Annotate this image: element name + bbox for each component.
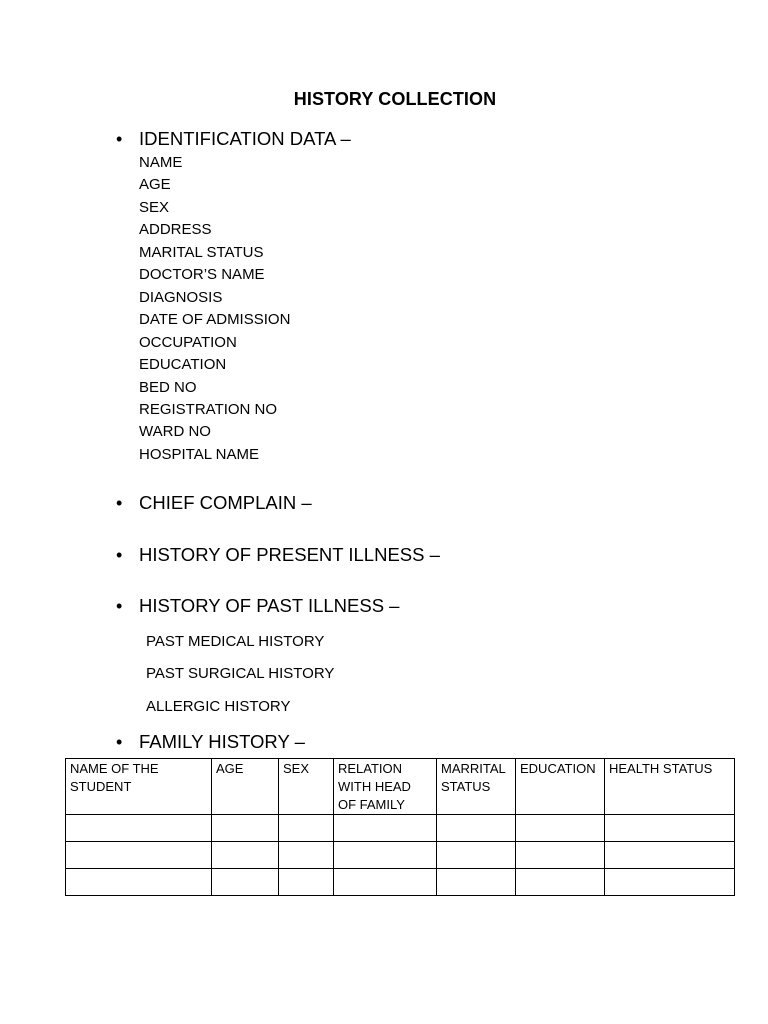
section-present-illness-heading — [116, 544, 440, 566]
bullet-icon: • — [116, 493, 123, 513]
section-chief-complain-heading — [116, 492, 312, 514]
column-header: NAME OF THE STUDENT — [66, 759, 212, 815]
list-item: SEX — [139, 198, 170, 216]
identification-list — [139, 152, 290, 466]
list-item: EDUCATION — [139, 356, 227, 374]
section-heading-text: FAMILY HISTORY – — [139, 731, 305, 752]
table-cell — [605, 869, 735, 896]
list-item: DIAGNOSIS — [139, 288, 223, 306]
list-item: ADDRESS — [139, 221, 212, 239]
page-title: HISTORY COLLECTION — [293, 89, 497, 109]
list-item: MARITAL STATUS — [139, 243, 264, 261]
section-heading-text: HISTORY OF PRESENT ILLNESS – — [139, 544, 440, 565]
list-item: REGISTRATION NO — [139, 400, 278, 418]
list-item: ALLERGIC HISTORY — [146, 697, 291, 715]
table-cell — [605, 815, 735, 842]
table-cell — [516, 842, 605, 869]
table-cell — [334, 869, 437, 896]
table-header-row — [66, 759, 735, 815]
section-identification-heading — [116, 128, 351, 150]
column-header: RELATION WITH HEAD OF FAMILY — [334, 759, 437, 815]
bullet-icon: • — [116, 129, 123, 149]
table-cell — [66, 842, 212, 869]
list-item: DATE OF ADMISSION — [139, 311, 291, 329]
bullet-icon: • — [116, 732, 123, 752]
list-item: OCCUPATION — [139, 333, 237, 351]
bullet-icon: • — [116, 545, 123, 565]
table-row — [66, 869, 735, 896]
table-cell — [516, 869, 605, 896]
table-cell — [437, 842, 516, 869]
column-header: EDUCATION — [516, 759, 605, 815]
section-heading-text: HISTORY OF PAST ILLNESS – — [139, 595, 400, 616]
family-history-table — [65, 758, 735, 896]
list-item: HOSPITAL NAME — [139, 445, 260, 463]
list-item: PAST MEDICAL HISTORY — [146, 633, 325, 650]
list-item: AGE — [139, 176, 171, 194]
table-cell — [66, 869, 212, 896]
column-header: AGE — [212, 759, 279, 815]
list-item: NAME — [139, 154, 183, 171]
list-item: PAST SURGICAL HISTORY — [146, 665, 335, 683]
table-cell — [437, 869, 516, 896]
list-item: WARD NO — [139, 423, 211, 441]
table-cell — [605, 842, 735, 869]
column-header: HEALTH STATUS — [605, 759, 735, 815]
column-header: MARRITAL STATUS — [437, 759, 516, 815]
table-cell — [516, 815, 605, 842]
table-row — [66, 815, 735, 842]
section-family-history-heading — [116, 731, 305, 753]
table-cell — [334, 815, 437, 842]
list-item: BED NO — [139, 378, 197, 396]
table-cell — [334, 842, 437, 869]
table-cell — [66, 815, 212, 842]
column-header: SEX — [279, 759, 334, 815]
table-cell — [212, 869, 279, 896]
table-cell — [437, 815, 516, 842]
section-past-illness-heading — [116, 595, 399, 617]
table-cell — [212, 842, 279, 869]
table-cell — [212, 815, 279, 842]
list-item: DOCTOR’S NAME — [139, 266, 265, 284]
table-cell — [279, 815, 334, 842]
section-heading-text: CHIEF COMPLAIN – — [139, 492, 312, 513]
section-heading-text: IDENTIFICATION DATA – — [139, 128, 351, 149]
table-cell — [279, 869, 334, 896]
table-row — [66, 842, 735, 869]
past-illness-list — [146, 632, 334, 729]
bullet-icon: • — [116, 596, 123, 616]
table-cell — [279, 842, 334, 869]
